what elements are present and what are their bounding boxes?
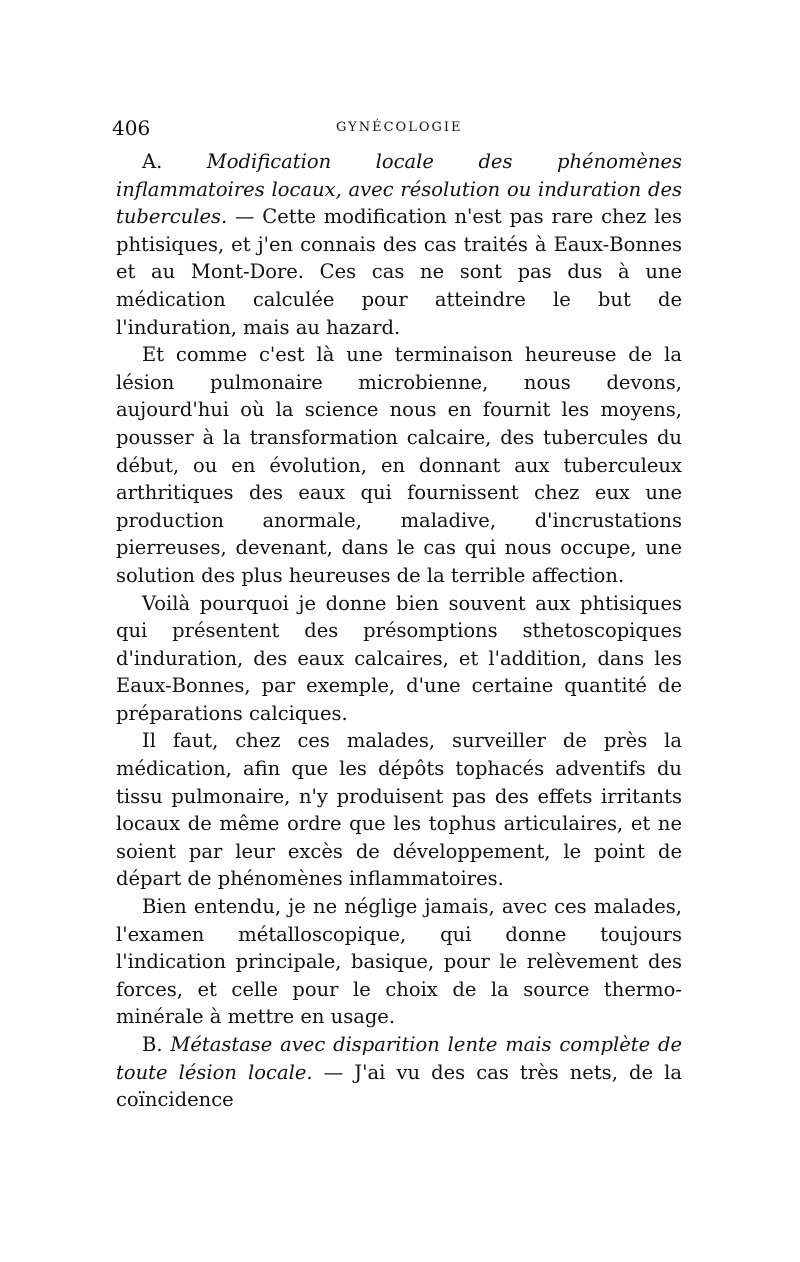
paragraph-a-text: — Cette modification n'est pas rare chez les phtisiques, et j'en connais des cas traités à Eaux-Bonnes et au Mont-Dore. Ces cas ne sont pas dus à une médication calculée pour atteindre le but de l'induration, mais au hazard. bbox=[116, 205, 682, 339]
paragraph-text: Bien entendu, je ne néglige jamais, avec ces malades, l'examen métalloscopique, qui donne toujours l'indication principale, basique, pour le relèvement des forces, et celle pour le choix de la source thermo-minérale à mettre en usage. bbox=[116, 895, 682, 1029]
page-body bbox=[116, 148, 682, 1114]
paragraph-b bbox=[116, 1031, 682, 1114]
running-title: GYNÉCOLOGIE bbox=[336, 120, 463, 135]
paragraph-surveillance bbox=[116, 727, 682, 893]
section-label-a: A. bbox=[142, 150, 163, 173]
section-heading-a: Modification locale des phénomènes inflammatoires locaux, avec résolution ou induration des tubercules. bbox=[116, 150, 683, 229]
paragraph-text: Il faut, chez ces malades, surveiller de près la médication, afin que les dépôts tophacés adventifs du tissu pulmonaire, n'y produisent pas des effets irritants locaux de même ordre que les tophus articulaires, et ne soient par leur excès de développement, le point de départ de phénomènes inflammatoires. bbox=[116, 729, 682, 891]
paragraph-text: Voilà pourquoi je donne bien souvent aux phtisiques qui présentent des présomptions sthetoscopiques d'induration, des eaux calcaires, et l'addition, dans les Eaux-Bonnes, par exemple, d'une certaine quantité de préparations calciques. bbox=[116, 591, 682, 725]
paragraph-metalloscopy bbox=[116, 893, 682, 1031]
page-header bbox=[112, 116, 682, 142]
section-label-b: B. bbox=[142, 1033, 163, 1056]
section-heading-b: Métastase avec disparition lente mais complète de toute lésion locale. bbox=[116, 1033, 682, 1084]
paragraph-text: Et comme c'est là une terminaison heureuse de la lésion pulmonaire microbienne, nous devons, aujourd'hui où la science nous en fournit les moyens, pousser à la transformation calcaire, des tubercules du début, ou en évolution, en donnant aux tuberculeux arthritiques des eaux qui fournissent chez eux une production anormale, maladive, d'incrustations pierreuses, devenant, dans le cas qui nous occupe, une solution des plus heureuses de la terrible affection. bbox=[116, 343, 682, 587]
paragraph-a bbox=[116, 148, 682, 341]
paragraph-calcium-waters bbox=[116, 590, 682, 728]
page-number: 406 bbox=[112, 116, 151, 140]
paragraph-b-text: — J'ai vu des cas très nets, de la coïncidence bbox=[116, 1060, 682, 1112]
paragraph-calcification bbox=[116, 341, 682, 589]
